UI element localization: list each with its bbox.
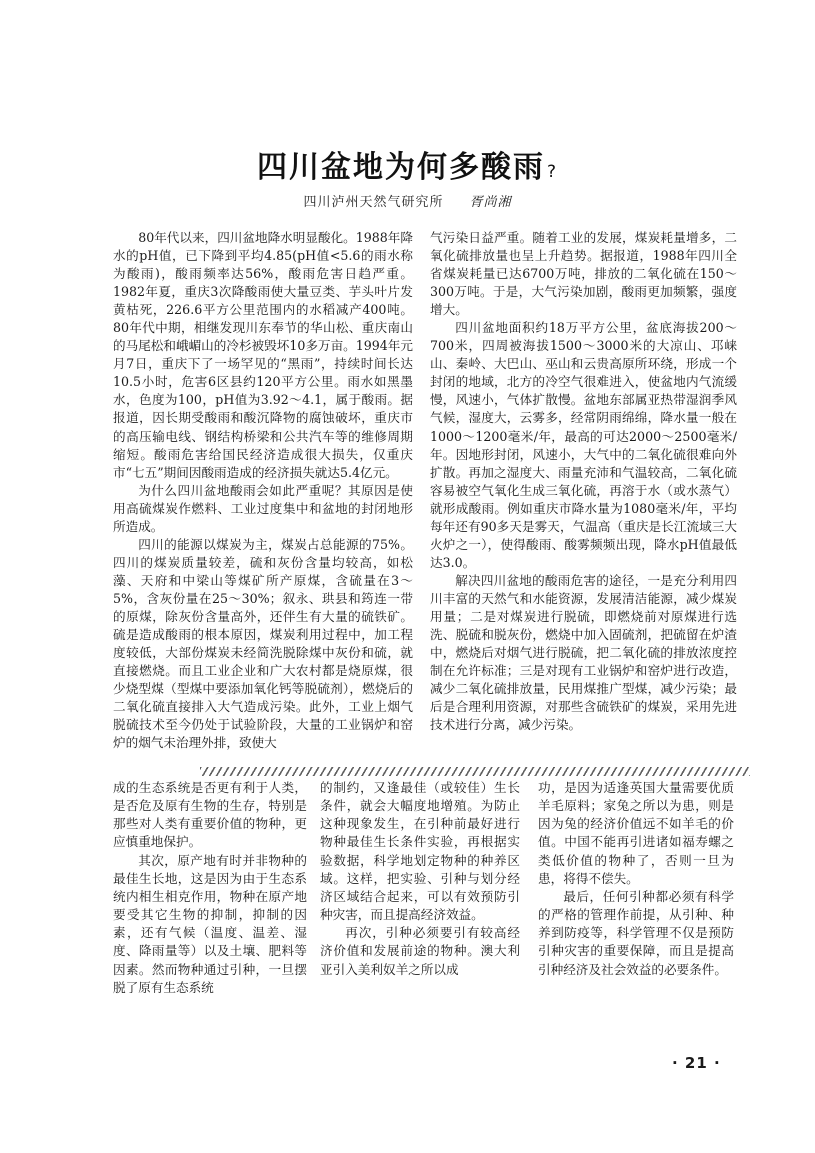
paragraph: 再次，引种必须要引有较高经济价值和发展前途的物种。澳大利亚引入美利奴羊之所以成 bbox=[320, 925, 520, 977]
continued-column-3 bbox=[538, 779, 734, 979]
paragraph: 80年代以来，四川盆地降水明显酸化。1988年降水的pH值，已下降到平均4.85(pH值<5.6的雨水称为酸雨)，酸雨频率达56%，酸雨危害日趋严重。1982年夏，重庆3次降酸雨使大量豆类、芋头叶片发黄枯死，226.6平方公里范围内的水稻减产400吨。80年代中期，相继发现川东奉节的华山松、重庆南山的马尾松和峨嵋山的冷杉被毁坏10多万亩。1994年元月7日，重庆下了一场罕见的“黑雨”，持续时间长达10.5小时，危害6区县约120平方公里。雨水如黑墨水，色度为100，pH值为3.92～4.1，属于酸雨。据报道，因长期受酸雨和酸沉降物的腐蚀破坏，重庆市的高压输电线、钢结构桥梁和公共汽车等的维修周期缩短。酸雨危害给国民经济造成很大损失，仅重庆市“七五”期间因酸雨造成的经济损失就达5.4亿元。 bbox=[113, 230, 413, 480]
paragraph: 解决四川盆地的酸雨危害的途径，一是充分利用四川丰富的天然气和水能资源，发展清洁能源，减少煤炭用量；二是对煤炭进行脱硫，即燃烧前对原煤进行选洗、脱硫和脱灰份，燃烧中加入固硫剂，把硫留在炉渣中，燃烧后对烟气进行脱硫，把二氧化硫的排放浓度控制在允许标准；三是对现有工业锅炉和窑炉进行改造，减少二氧化硫排放量，民用煤推广型煤，减少污染；最后是合理利用资源，对那些含硫铁矿的煤炭，采用先进技术进行分离，减少污染。 bbox=[430, 572, 737, 733]
paragraph: 为什么四川盆地酸雨会如此严重呢？其原因是使用高硫煤炭作燃料、工业过度集中和盆地的封闭地形所造成。 bbox=[113, 482, 413, 534]
paragraph: 成的生态系统是否更有利于人类，是否危及原有生物的生存，特别是那些对人类有重要价值的物种，更应慎重地保护。 bbox=[113, 780, 307, 850]
paragraph: 最后，任何引种都必须有科学的严格的管理作前提，从引种、种养到防疫等，科学管理不仅是预防引种灾害的重要保障，而且是提高引种经济及社会效益的必要条件。 bbox=[538, 888, 734, 977]
continued-column-2 bbox=[320, 779, 520, 979]
continued-column-1 bbox=[113, 779, 307, 997]
author-affiliation: 四川泸州天然气研究所 bbox=[303, 195, 444, 210]
paragraph: 四川的能源以煤炭为主，煤炭占总能源的75%。四川的煤炭质量较差，硫和灰份含量均较高，如松藻、天府和中梁山等煤矿所产原煤，含硫量在3～5%，含灰份量在25～30%；叙永、珙县和筠连一带的原煤，除灰份含量高外，还伴生有大量的硫铁矿。硫是造成酸雨的根本原因，煤炭利用过程中，加工程度较低，大部份煤炭未经简洗脱除煤中灰份和硫，就直接燃烧。而且工业企业和广大农村都是烧原煤，很少烧型煤（型煤中要添加氧化钙等脱硫剂），燃烧后的二氧化硫直接排入大气造成污染。此外，工业上烟气脱硫技术至今仍处于试验阶段，大量的工业锅炉和窑炉的烟气未治理外排，致使大 bbox=[113, 536, 413, 751]
paragraph: 四川盆地面积约18万平方公里，盆底海拔200～700米，四周被海拔1500～3000米的大凉山、邛崃山、秦岭、大巴山、巫山和云贵高原所环绕，形成一个封闭的地域，北方的冷空气很难进入，使盆地内气流缓慢，风速小，气体扩散慢。盆地东部属亚热带湿润季风气候，湿度大，云雾多，经常阴雨绵绵，降水量一般在1000～1200毫米/年，最高的可达2000～2500毫米/年。因地形封闭，风速小，大气中的二氧化硫很难向外扩散。再加之湿度大、雨量充沛和气温较高，二氧化硫容易被空气氧化生成三氧化硫，再溶于水（或水蒸气）就形成酸雨。例如重庆市降水量为1080毫米/年，平均每年还有90多天是雾天，气温高（重庆是长江流域三大火炉之一），使得酸雨、酸雾频频出现，降水pH值最低达3.0。 bbox=[430, 320, 737, 570]
article-column-left bbox=[113, 229, 413, 752]
paragraph: 的制约，又逢最佳（或较佳）生长条件，就会大幅度地增殖。为防止这种现象发生，在引种前最好进行物种最佳生长条件实验，再根据实验数据，科学地划定物种的种养区域。这样，把实验、引种与划分经济区域结合起来，可以有效预防引种灾害，而且提高经济效益。 bbox=[320, 780, 520, 923]
article-title bbox=[0, 142, 815, 186]
author-name: 胥尚湘 bbox=[469, 195, 512, 210]
paragraph: 气污染日益严重。随着工业的发展，煤炭耗量增多，二氧化硫排放量也呈上升趋势。据报道，1988年四川全省煤炭耗量已达6700万吨，排放的二氧化硫在150～300万吨。于是，大气污染加剧，酸雨更加频繁，强度增大。 bbox=[430, 230, 737, 318]
paragraph: 功，是因为适逢英国大量需要优质羊毛原料；家兔之所以为患，则是因为兔的经济价值远不如羊毛的价值。中国不能再引进诸如福寿螺之类低价值的物种了，否则一旦为患，将得不偿失。 bbox=[538, 780, 734, 886]
article-title-text: 四川盆地为何多酸雨 bbox=[256, 150, 545, 185]
page-number: · 21 · bbox=[672, 1054, 721, 1072]
section-divider bbox=[200, 767, 750, 776]
paragraph: 其次，原产地有时并非物种的最佳生长地，这是因为由于生态系统内相生相克作用，物种在原产地要受其它生物的抑制，抑制的因素，还有气候（温度、温差、湿度、降雨量等）以及土壤、肥料等因素。然而物种通过引种，一旦摆脱了原有生态系统 bbox=[113, 852, 307, 995]
article-column-right bbox=[430, 229, 737, 734]
title-question-mark: ? bbox=[546, 162, 559, 182]
byline bbox=[0, 191, 815, 210]
